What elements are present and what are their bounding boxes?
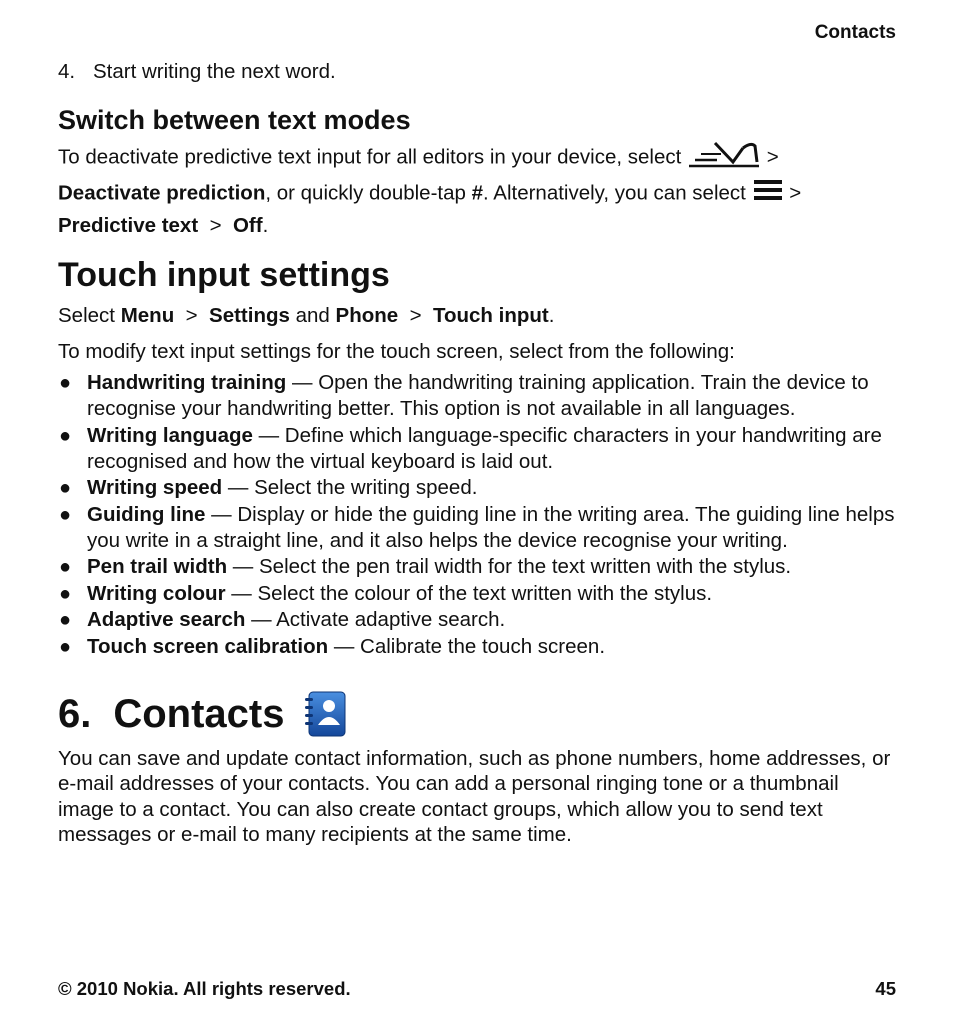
list-item bbox=[58, 554, 898, 580]
option-desc: — Select the writing speed. bbox=[222, 476, 478, 499]
option-term: Pen trail width bbox=[87, 555, 228, 578]
hash-key: # bbox=[471, 181, 484, 205]
chapter-heading bbox=[58, 690, 898, 738]
bullet: ● bbox=[59, 372, 72, 394]
page-content bbox=[58, 58, 898, 856]
switch-text-c: . Alternatively, you can select bbox=[483, 181, 746, 205]
option-desc: — Open the handwriting training application. Train the device to recognise your handwriting better. This option is not available in all languages. bbox=[87, 371, 869, 420]
bullet: ● bbox=[59, 477, 72, 499]
option-term: Guiding line bbox=[87, 502, 206, 526]
step-4 bbox=[58, 58, 898, 86]
option-desc: — Select the pen trail width for the text written with the stylus. bbox=[227, 555, 792, 578]
footer-copyright: © 2010 Nokia. All rights reserved. bbox=[58, 978, 351, 999]
switch-text-a: To deactivate predictive text input for all editors in your device, select bbox=[58, 145, 682, 169]
touch-settings-intro: To modify text input settings for the touch screen, select from the following: bbox=[58, 340, 735, 363]
menu-lines-icon bbox=[752, 176, 784, 212]
chapter-number: 6. bbox=[58, 691, 92, 736]
option-term: Adaptive search bbox=[87, 608, 246, 631]
pen-writing-icon bbox=[687, 140, 761, 176]
bullet: ● bbox=[59, 503, 72, 526]
select-word: Select bbox=[58, 304, 115, 327]
option-term: Writing colour bbox=[87, 581, 226, 605]
settings-label: Settings bbox=[209, 304, 290, 327]
sep-5: > bbox=[409, 304, 422, 327]
period: . bbox=[262, 214, 269, 237]
step-text: Start writing the next word. bbox=[93, 60, 336, 83]
option-desc: — Define which language-specific characters in your handwriting are recognised and how the virtual keyboard is laid out. bbox=[87, 423, 882, 473]
touch-options-list bbox=[58, 370, 898, 660]
sep-4: > bbox=[185, 304, 198, 327]
bullet: ● bbox=[59, 635, 72, 658]
step-number: 4. bbox=[58, 60, 76, 83]
switch-text-b: , or quickly double-tap bbox=[265, 181, 466, 205]
list-item bbox=[58, 502, 898, 554]
running-header: Contacts bbox=[814, 22, 896, 43]
option-desc: — Display or hide the guiding line in the writing area. The guiding line helps you write in a straight line, and it also helps the device recognise your writing. bbox=[87, 502, 895, 552]
off-label: Off bbox=[232, 214, 263, 237]
menu-label: Menu bbox=[120, 304, 175, 327]
option-desc: — Activate adaptive search. bbox=[245, 608, 506, 631]
chapter-title: Contacts bbox=[113, 691, 285, 736]
option-desc: — Calibrate the touch screen. bbox=[328, 634, 606, 658]
list-item bbox=[58, 634, 898, 660]
option-desc: — Select the colour of the text written with the stylus. bbox=[225, 581, 713, 605]
list-item bbox=[58, 607, 898, 633]
option-term: Writing speed bbox=[87, 476, 223, 499]
bullet: ● bbox=[59, 424, 72, 447]
sep-3: > bbox=[209, 214, 222, 237]
bullet: ● bbox=[59, 582, 72, 605]
contacts-book-icon bbox=[303, 691, 347, 737]
chapter-body: You can save and update contact information, such as phone numbers, home addresses, or e-mail addresses of your contacts. You can add a personal ringing tone or a thumbnail image to a contact. You can also create contact groups, which allow you to send text messages or e-mail to many recipients at the same time. bbox=[58, 746, 891, 846]
bullet: ● bbox=[59, 556, 72, 578]
touch-settings-heading: Touch input settings bbox=[58, 256, 390, 294]
deactivate-prediction-label: Deactivate prediction bbox=[58, 181, 266, 205]
list-item bbox=[58, 423, 898, 475]
page-number: 45 bbox=[875, 978, 896, 999]
switch-modes-heading: Switch between text modes bbox=[58, 105, 411, 135]
list-item bbox=[58, 475, 898, 501]
touch-settings-path bbox=[58, 302, 898, 330]
period-2: . bbox=[548, 304, 555, 327]
phone-label: Phone bbox=[335, 304, 399, 327]
switch-modes-paragraph bbox=[58, 140, 898, 240]
option-term: Writing language bbox=[87, 423, 253, 447]
predictive-text-label: Predictive text bbox=[58, 214, 199, 237]
list-item bbox=[58, 370, 898, 422]
touch-input-label: Touch input bbox=[432, 304, 549, 327]
bullet: ● bbox=[59, 609, 72, 631]
option-term: Handwriting training bbox=[87, 371, 287, 394]
sep-1: > bbox=[766, 145, 779, 169]
sep-2: > bbox=[789, 181, 802, 205]
list-item bbox=[58, 581, 898, 607]
and-word: and bbox=[295, 304, 330, 327]
option-term: Touch screen calibration bbox=[87, 634, 329, 658]
